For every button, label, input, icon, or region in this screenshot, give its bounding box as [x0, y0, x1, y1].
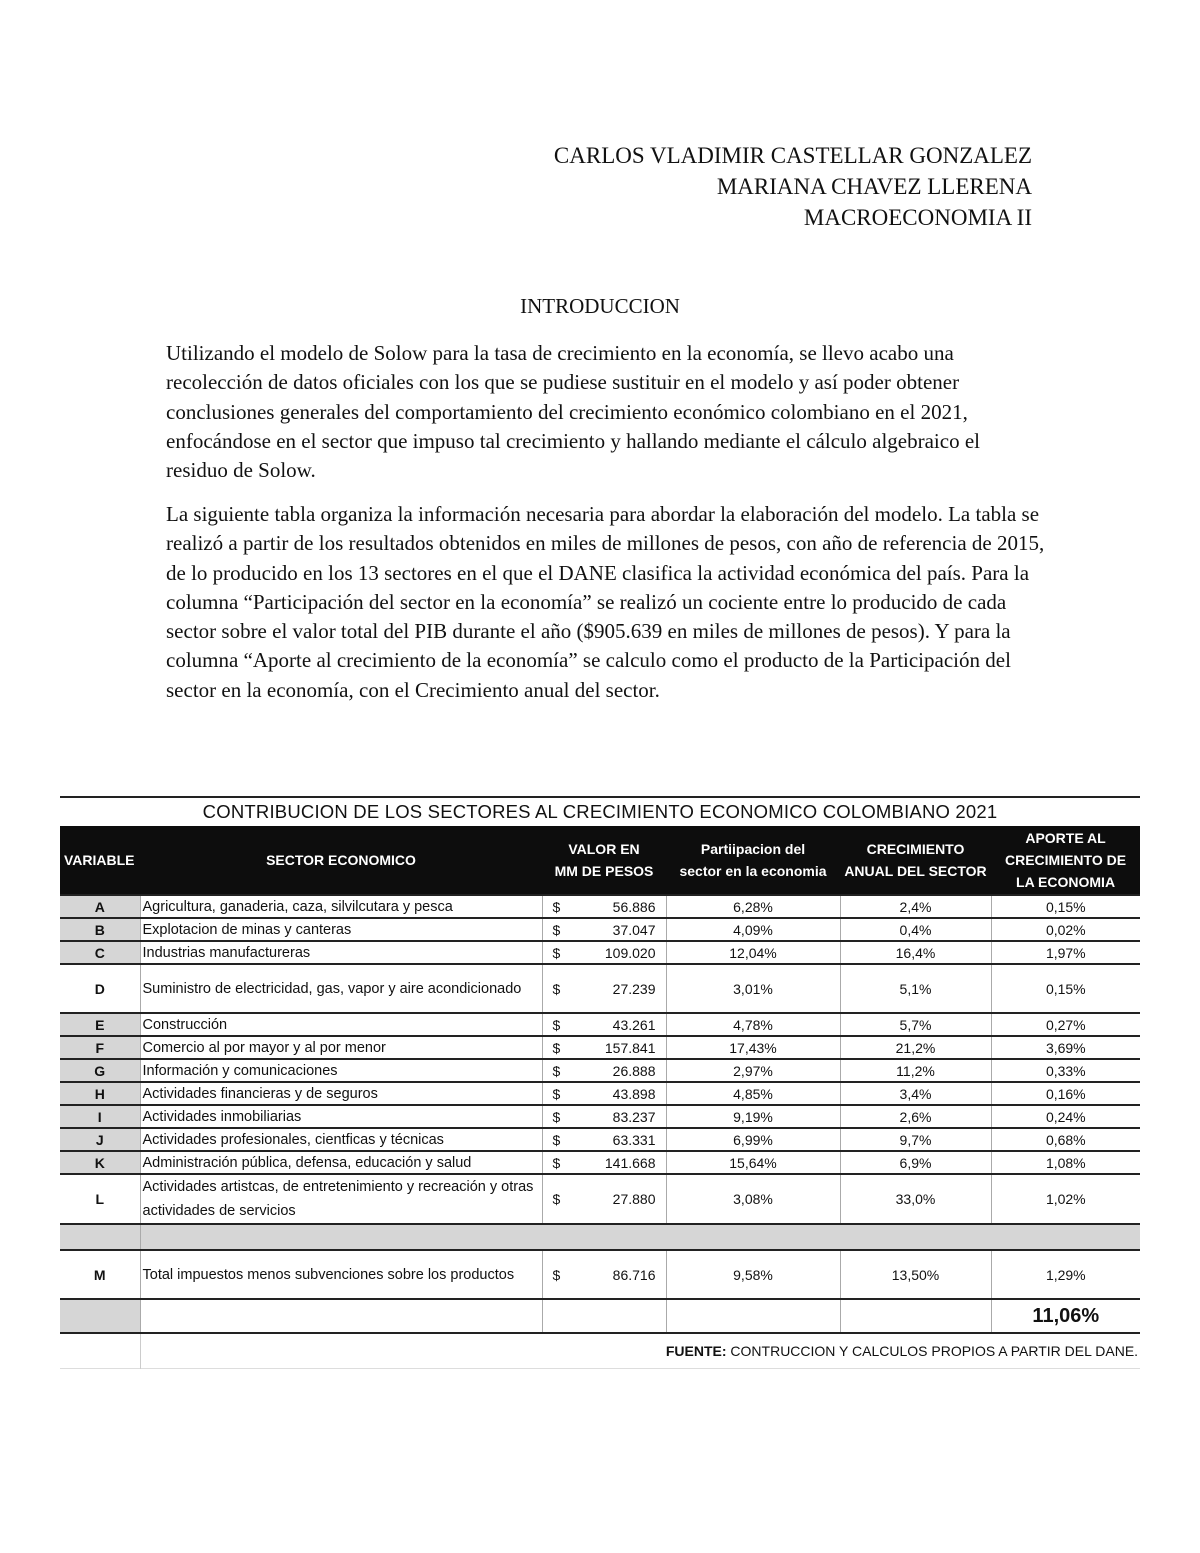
row-letter: D: [60, 964, 140, 1013]
column-header-crecimiento: [840, 826, 991, 895]
currency-symbol: $: [552, 1154, 561, 1171]
valor-amount: 141.668: [604, 1154, 656, 1171]
intro-paragraph: La siguiente tabla organiza la información necesaria para abordar la elaboración del modelo. La tabla se realizó a partir de los resultados obtenidos en miles de millones de pesos, con año de referencia de 2015, de lo producido en los 13 sectores en el que el DANE clasifica la actividad económica del país. Para la columna “Participación del sector en la economía” se realizó un cociente entre lo producido de cada sector sobre el valor total del PIB durante el año ($905.639 en miles de millones de pesos). Y para la columna “Aporte al crecimiento de la economía” se calculo como el producto de la Participación del sector en la economía, con el Crecimiento anual del sector.: [166, 502, 1045, 702]
row-aporte: 0,16%: [991, 1082, 1140, 1105]
valor-amount: 26.888: [612, 1062, 656, 1079]
row-valor: [542, 1128, 666, 1151]
table-body: [60, 895, 1140, 1224]
row-sector: Total impuestos menos subvenciones sobre los productos: [140, 1250, 542, 1299]
table-blank-row: [60, 1224, 1140, 1250]
valor-amount: 157.841: [604, 1039, 656, 1056]
valor-amount: 86.716: [612, 1266, 656, 1283]
currency-symbol: $: [552, 1108, 561, 1125]
row-crecimiento: 13,50%: [840, 1250, 991, 1299]
row-crecimiento: 21,2%: [840, 1036, 991, 1059]
table-row: [60, 1250, 1140, 1299]
total-empty-cell: [542, 1299, 666, 1333]
row-letter: K: [60, 1151, 140, 1174]
column-header-valor: [542, 826, 666, 895]
row-participacion: 9,19%: [666, 1105, 840, 1128]
row-crecimiento: 2,6%: [840, 1105, 991, 1128]
row-participacion: 15,64%: [666, 1151, 840, 1174]
source-label: FUENTE:: [665, 1343, 727, 1359]
author-block: [554, 140, 1032, 233]
course-name: MACROECONOMIA II: [803, 205, 1032, 230]
currency-symbol: $: [552, 1016, 561, 1033]
valor-amount: 83.237: [612, 1108, 656, 1125]
row-letter: A: [60, 895, 140, 918]
row-letter: L: [60, 1174, 140, 1224]
row-participacion: 12,04%: [666, 941, 840, 964]
row-participacion: 4,78%: [666, 1013, 840, 1036]
table-source-note: [140, 1333, 1140, 1369]
table-row: [60, 1059, 1140, 1082]
row-participacion: 17,43%: [666, 1036, 840, 1059]
valor-amount: 27.239: [612, 980, 656, 997]
column-header-sector: SECTOR ECONOMICO: [140, 826, 542, 895]
table-total-row: [60, 1299, 1140, 1333]
row-aporte: 3,69%: [991, 1036, 1140, 1059]
table-title: CONTRIBUCION DE LOS SECTORES AL CRECIMIENTO ECONOMICO COLOMBIANO 2021: [60, 797, 1140, 826]
row-crecimiento: 33,0%: [840, 1174, 991, 1224]
row-sector: Comercio al por mayor y al por menor: [140, 1036, 542, 1059]
currency-symbol: $: [552, 944, 561, 961]
row-letter: H: [60, 1082, 140, 1105]
currency-symbol: $: [552, 898, 561, 915]
row-crecimiento: 2,4%: [840, 895, 991, 918]
table-row: [60, 941, 1140, 964]
valor-amount: 63.331: [612, 1131, 656, 1148]
currency-symbol: $: [552, 1266, 561, 1283]
row-crecimiento: 6,9%: [840, 1151, 991, 1174]
currency-symbol: $: [552, 1062, 561, 1079]
currency-symbol: $: [552, 1085, 561, 1102]
currency-symbol: $: [552, 921, 561, 938]
table-row: [60, 1036, 1140, 1059]
row-participacion: 6,28%: [666, 895, 840, 918]
row-sector: Administración pública, defensa, educación y salud: [140, 1151, 542, 1174]
author-name: MARIANA CHAVEZ LLERENA: [716, 174, 1032, 199]
header-line: APORTE AL: [1025, 830, 1106, 846]
column-header-variable: VARIABLE: [60, 826, 140, 895]
valor-amount: 56.886: [612, 898, 656, 915]
header-line: MM DE PESOS: [554, 863, 654, 879]
header-line: Partiipacion del: [700, 841, 806, 857]
column-header-aporte: [991, 826, 1140, 895]
table-row: [60, 1082, 1140, 1105]
row-aporte: 0,68%: [991, 1128, 1140, 1151]
valor-amount: 37.047: [612, 921, 656, 938]
row-valor: [542, 918, 666, 941]
row-valor: [542, 1013, 666, 1036]
total-empty-cell: [140, 1299, 542, 1333]
row-crecimiento: 5,1%: [840, 964, 991, 1013]
header-line: CRECIMIENTO: [866, 841, 965, 857]
row-aporte: 0,15%: [991, 964, 1140, 1013]
row-letter: F: [60, 1036, 140, 1059]
row-participacion: 4,85%: [666, 1082, 840, 1105]
table-title-row: [60, 797, 1140, 826]
row-valor: [542, 1250, 666, 1299]
row-aporte: 1,02%: [991, 1174, 1140, 1224]
total-aporte: 11,06%: [991, 1299, 1140, 1333]
header-line: ANUAL DEL SECTOR: [844, 863, 987, 879]
header-line: sector en la economia: [679, 863, 827, 879]
blank-cell: [140, 1224, 1140, 1250]
row-sector: Información y comunicaciones: [140, 1059, 542, 1082]
row-letter: J: [60, 1128, 140, 1151]
section-title: INTRODUCCION: [520, 294, 680, 318]
source-empty-cell: [60, 1333, 140, 1369]
source-text: CONTRUCCION Y CALCULOS PROPIOS A PARTIR DEL DANE.: [730, 1343, 1139, 1359]
row-aporte: 0,24%: [991, 1105, 1140, 1128]
row-valor: [542, 964, 666, 1013]
row-sector: Actividades financieras y de seguros: [140, 1082, 542, 1105]
row-aporte: 0,15%: [991, 895, 1140, 918]
row-crecimiento: 16,4%: [840, 941, 991, 964]
currency-symbol: $: [552, 1191, 561, 1207]
row-crecimiento: 0,4%: [840, 918, 991, 941]
row-letter: C: [60, 941, 140, 964]
row-sector: Explotacion de minas y canteras: [140, 918, 542, 941]
row-sector: Actividades artistcas, de entretenimiento y recreación y otras actividades de servicios: [140, 1174, 542, 1224]
row-letter: I: [60, 1105, 140, 1128]
row-crecimiento: 3,4%: [840, 1082, 991, 1105]
row-participacion: 6,99%: [666, 1128, 840, 1151]
row-valor: [542, 1059, 666, 1082]
header-line: CRECIMIENTO DE: [1004, 852, 1127, 868]
row-aporte: 1,97%: [991, 941, 1140, 964]
table-source-row: [60, 1333, 1140, 1369]
sector-contribution-table: [60, 796, 1140, 1369]
total-empty-cell: [666, 1299, 840, 1333]
currency-symbol: $: [552, 1131, 561, 1148]
row-valor: [542, 1082, 666, 1105]
row-valor: [542, 941, 666, 964]
currency-symbol: $: [552, 1039, 561, 1056]
row-aporte: 0,27%: [991, 1013, 1140, 1036]
table-row: [60, 918, 1140, 941]
total-empty-cell: [840, 1299, 991, 1333]
row-letter: E: [60, 1013, 140, 1036]
author-name: CARLOS VLADIMIR CASTELLAR GONZALEZ: [553, 143, 1032, 168]
valor-amount: 109.020: [604, 944, 656, 961]
table-row: [60, 1105, 1140, 1128]
row-letter: M: [60, 1250, 140, 1299]
row-letter: B: [60, 918, 140, 941]
column-header-participacion: [666, 826, 840, 895]
row-aporte: 1,29%: [991, 1250, 1140, 1299]
row-aporte: 1,08%: [991, 1151, 1140, 1174]
row-participacion: 9,58%: [666, 1250, 840, 1299]
valor-amount: 27.880: [612, 1191, 656, 1207]
row-sector: Actividades profesionales, cientficas y técnicas: [140, 1128, 542, 1151]
table-row: [60, 1013, 1140, 1036]
row-participacion: 4,09%: [666, 918, 840, 941]
row-aporte: 0,02%: [991, 918, 1140, 941]
row-sector: Actividades inmobiliarias: [140, 1105, 542, 1128]
total-empty-cell: [60, 1299, 140, 1333]
table-header-row: [60, 826, 1140, 895]
table-row: [60, 964, 1140, 1013]
blank-cell: [60, 1224, 140, 1250]
row-aporte: 0,33%: [991, 1059, 1140, 1082]
row-sector: Suministro de electricidad, gas, vapor y aire acondicionado: [140, 964, 542, 1013]
row-valor: [542, 1151, 666, 1174]
row-letter: G: [60, 1059, 140, 1082]
row-participacion: 2,97%: [666, 1059, 840, 1082]
table-row: [60, 895, 1140, 918]
row-crecimiento: 11,2%: [840, 1059, 991, 1082]
valor-amount: 43.261: [612, 1016, 656, 1033]
currency-symbol: $: [552, 980, 561, 997]
row-sector: Industrias manufactureras: [140, 941, 542, 964]
header-line: LA ECONOMIA: [1016, 874, 1116, 890]
table-row: [60, 1174, 1140, 1224]
row-valor: [542, 895, 666, 918]
row-valor: [542, 1174, 666, 1224]
row-crecimiento: 9,7%: [840, 1128, 991, 1151]
intro-paragraph: Utilizando el modelo de Solow para la tasa de crecimiento en la economía, se llevo acabo una recolección de datos oficiales con los que se pudiese sustituir en el modelo y así poder obtener conclusiones generales del comportamiento del crecimiento económico colombiano en el 2021, enfocándose en el sector que impuso tal crecimiento y hallando mediante el cálculo algebraico el residuo de Solow.: [166, 341, 980, 483]
valor-amount: 43.898: [612, 1085, 656, 1102]
table-row: [60, 1151, 1140, 1174]
row-valor: [542, 1036, 666, 1059]
row-participacion: 3,01%: [666, 964, 840, 1013]
row-participacion: 3,08%: [666, 1174, 840, 1224]
row-sector: Agricultura, ganaderia, caza, silvilcutara y pesca: [140, 895, 542, 918]
row-sector: Construcción: [140, 1013, 542, 1036]
sector-table-container: [60, 796, 1140, 1369]
row-crecimiento: 5,7%: [840, 1013, 991, 1036]
table-row: [60, 1128, 1140, 1151]
header-line: VALOR EN: [568, 841, 640, 857]
row-valor: [542, 1105, 666, 1128]
